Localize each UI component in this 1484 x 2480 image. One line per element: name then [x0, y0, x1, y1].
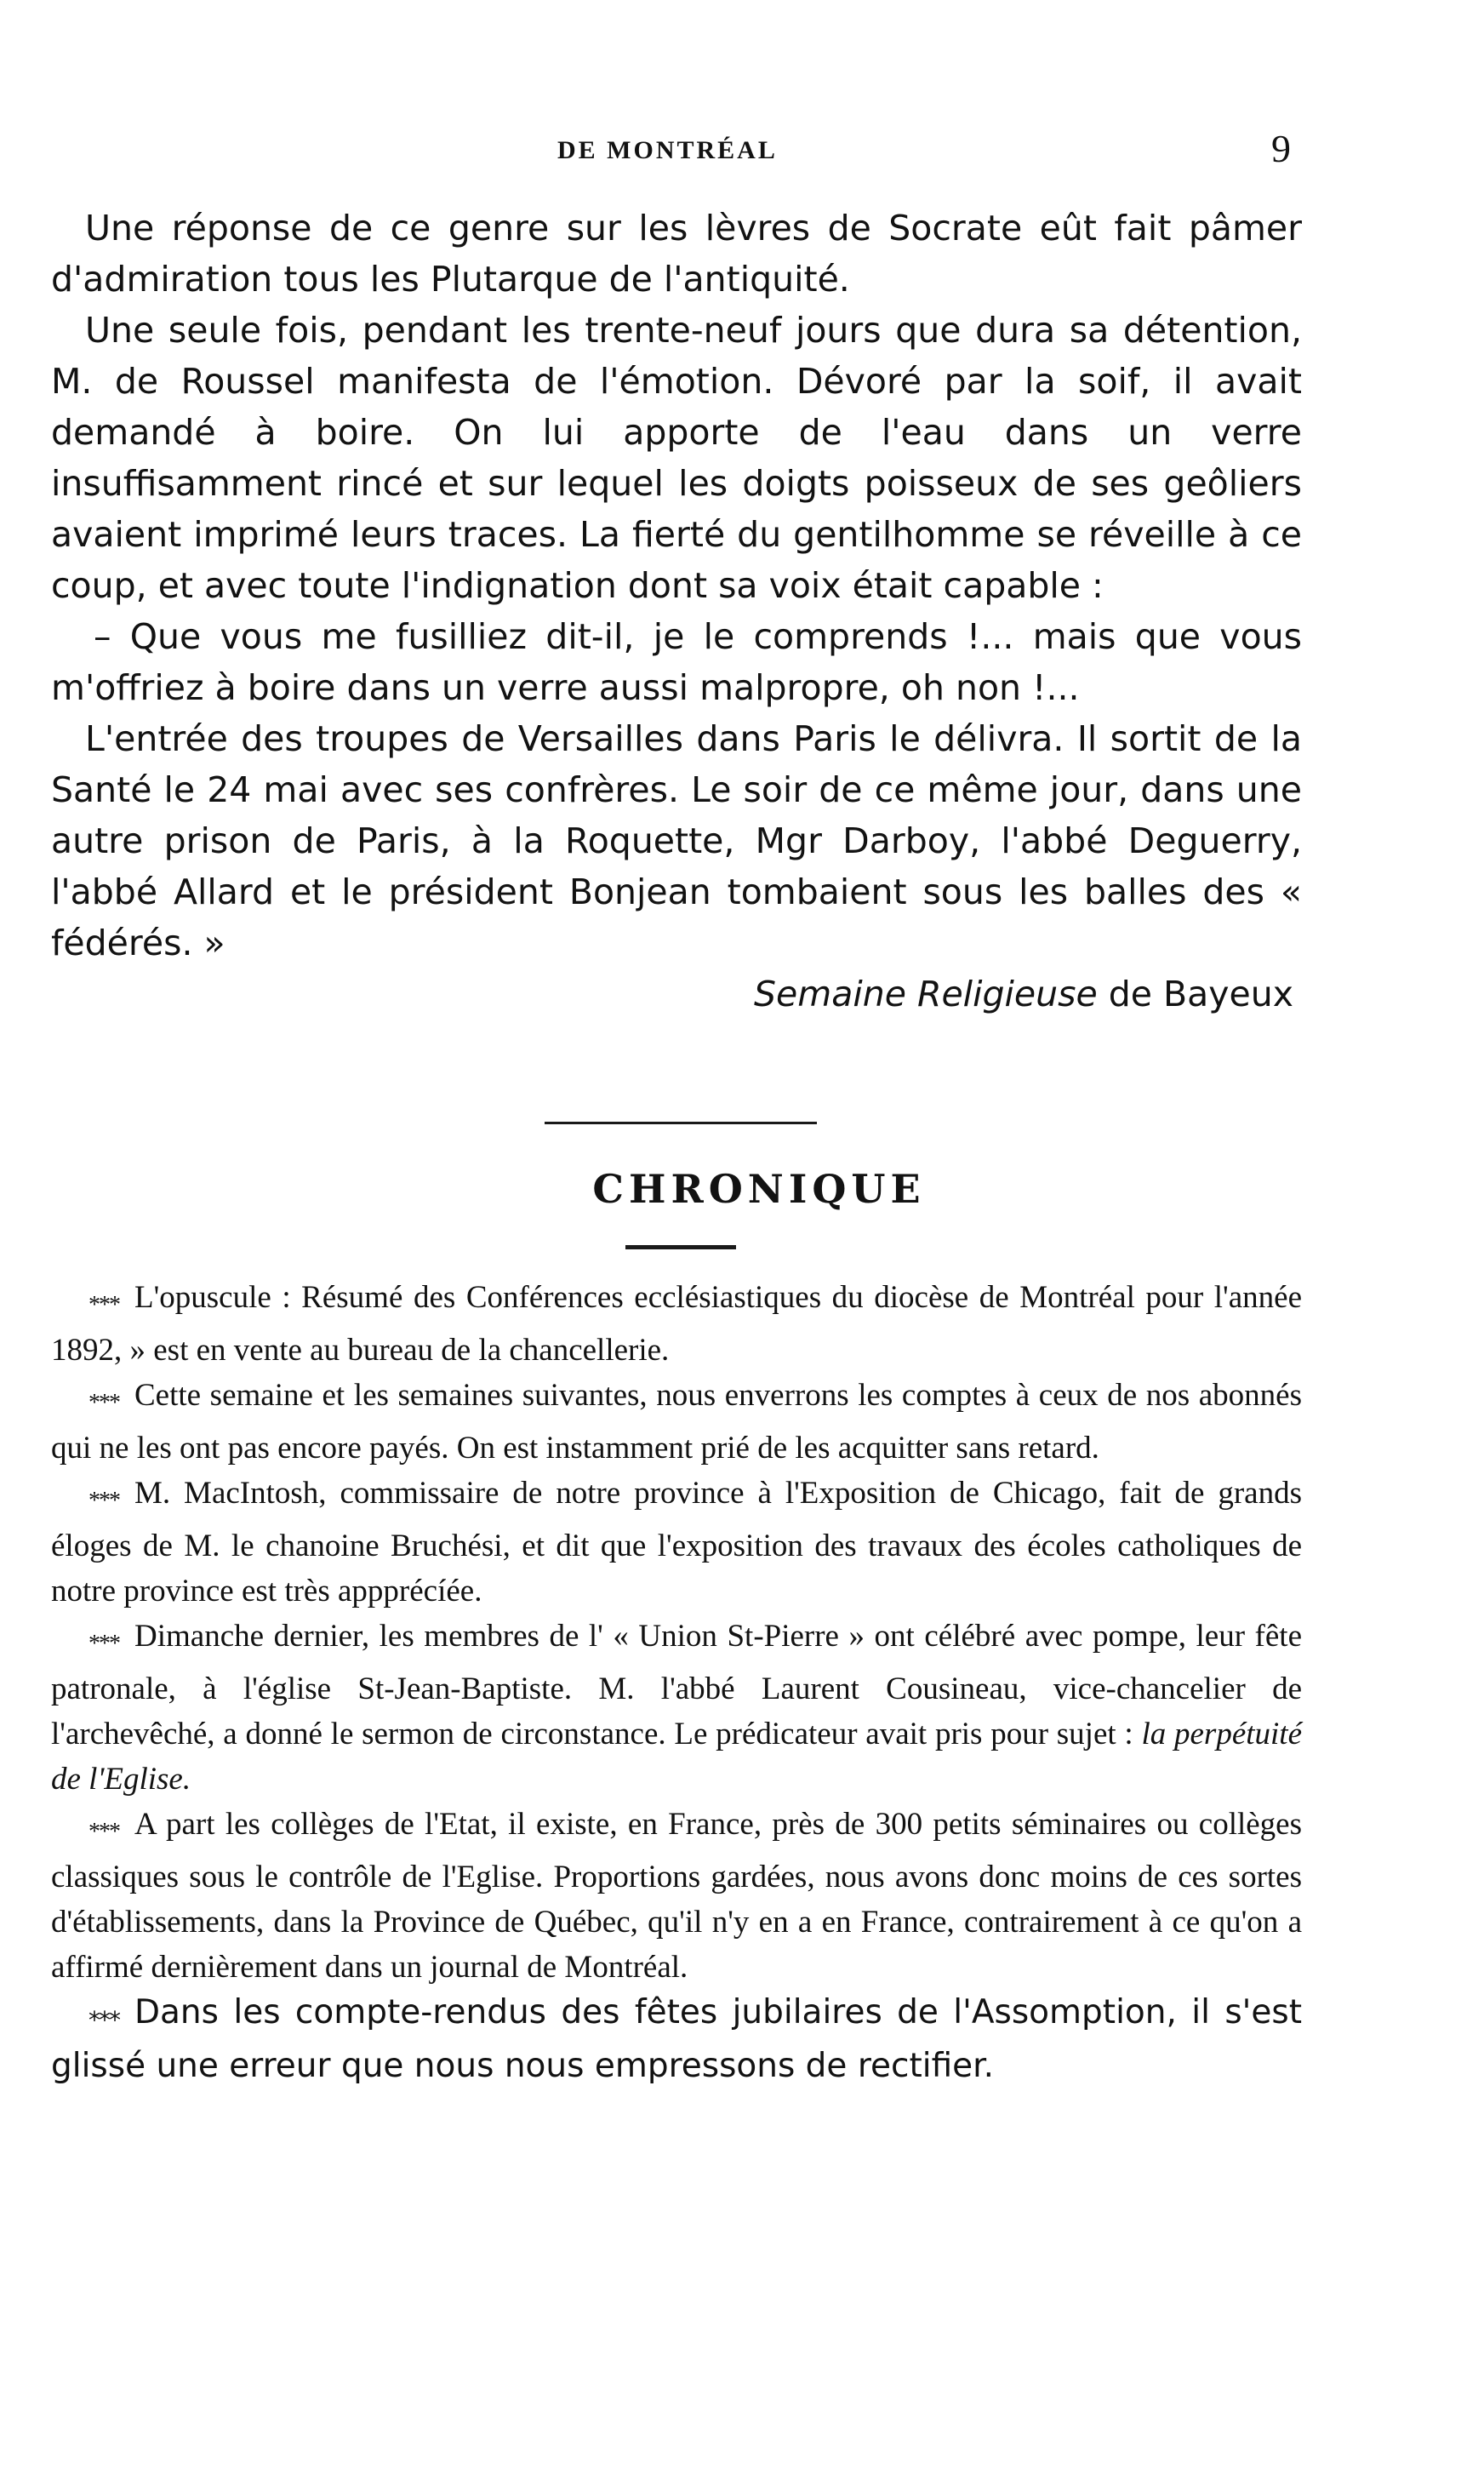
section-title: CHRONIQUE — [592, 1166, 926, 1212]
source-publication: Semaine Religieuse — [754, 974, 1098, 1014]
section-divider — [545, 1122, 817, 1124]
news-item — [51, 1471, 1302, 1614]
paragraph: Une seule fois, pendant les trente-neuf jours que dura sa détention, M. de Roussel manifesta de l'émotion. Dévoré par la soif, il avait demandé à boire. On lui apporte de l'eau dans un verre insuffisamment rincé et sur lequel les doigts poisseux de ses geôliers avaient imprimé leurs traces. La fierté du gentilhomme se réveille à ce coup, et avec toute l'indignation dont sa voix était capable : — [51, 310, 1302, 606]
asterism-icon: *** — [88, 1292, 119, 1318]
news-item — [51, 1614, 1302, 1802]
news-item-text: Dans les compte-rendus des fêtes jubilaires de l'Assomption, il s'est glissé une erreur que nous nous empressons de rectifier. — [51, 1993, 1302, 2085]
news-item — [51, 1275, 1302, 1373]
running-title: DE MONTRÉAL — [557, 136, 778, 164]
title-underline — [625, 1245, 736, 1249]
page-number: 9 — [1271, 127, 1291, 170]
running-head — [0, 126, 1484, 169]
chronique-section — [51, 1275, 1302, 2089]
news-item-text: M. MacIntosh, commissaire de notre province à l'Exposition de Chicago, fait de grands éloges de M. le chanoine Bruchési, et dit que l'exposition des travaux des écoles catholiques de notre province est très appprécíée. — [51, 1476, 1302, 1609]
paragraph: Une réponse de ce genre sur les lèvres de Socrate eût fait pâmer d'admiration tous les Plutarque de l'antiquité. — [51, 208, 1302, 300]
quoted-speech: – Que vous me fusilliez dit-il, je le comprends !... mais que vous m'offriez à boire dans un verre aussi malpropre, oh non !... — [51, 616, 1302, 708]
asterism-icon: *** — [88, 1390, 119, 1416]
news-item — [51, 1373, 1302, 1471]
asterism-icon: *** — [88, 2006, 119, 2034]
sermon-subject: la perpétuité de l'Eglise. — [51, 1717, 1303, 1797]
news-item-text: Cette semaine et les semaines suivantes, nous enverrons les comptes à ceux de nos abonnés qui ne les ont pas encore payés. On est instamment prié de les acquitter sans retard. — [51, 1378, 1302, 1466]
asterism-icon: *** — [88, 1488, 119, 1514]
asterism-icon: *** — [88, 1819, 119, 1845]
article-continuation — [51, 203, 1302, 1020]
news-item — [51, 1802, 1302, 1990]
source-attribution — [51, 969, 1302, 1020]
paragraph: L'entrée des troupes de Versailles dans Paris le délivra. Il sortit de la Santé le 24 mai avec ses confrères. Le soir de ce même jour, dans une autre prison de Paris, à la Roquette, Mgr Darboy, l'abbé Deguerry, l'abbé Allard et le président Bonjean tombaient sous les balles des « fédérés. » — [51, 718, 1302, 963]
news-item — [51, 1990, 1302, 2089]
news-item-text: Dimanche dernier, les membres de l' « Union St-Pierre » ont célébré avec pompe, leur fête patronale, à l'église St-Jean-Baptiste. M. l'abbé Laurent Cousineau, vice-chancelier de l'archevêché, a donné le sermon de circonstance. Le prédicateur avait pris pour sujet : — [51, 1619, 1302, 1751]
source-place: de Bayeux — [1108, 974, 1293, 1014]
news-item-text: A part les collèges de l'Etat, il existe, en France, près de 300 petits séminaires ou collèges classiques sous le contrôle de l'Eglise. Proportions gardées, nous avons donc moins de ces sortes d'établissements, dans la Province de Québec, qu'il n'y en a en France, contrairement à ce qu'on a affirmé dernièrement dans un journal de Montréal. — [51, 1807, 1302, 1985]
asterism-icon: *** — [88, 1631, 119, 1657]
news-item-text: L'opuscule : Résumé des Conférences ecclésiastiques du diocèse de Montréal pour l'année 1892, » est en vente au bureau de la chancellerie. — [51, 1280, 1302, 1368]
